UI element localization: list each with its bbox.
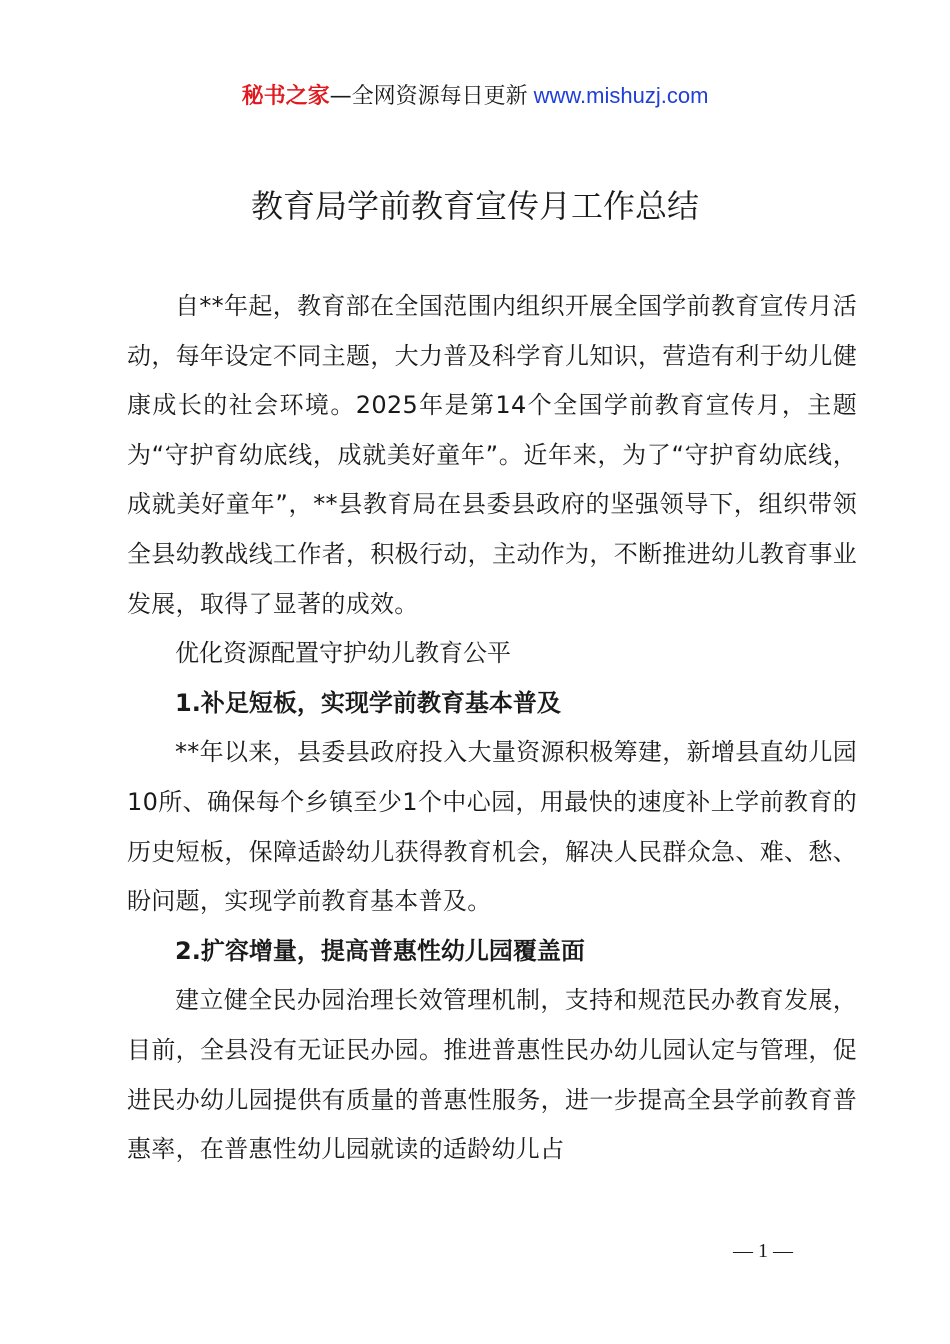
item2-paragraph: 建立健全民办园治理长效管理机制，支持和规范民办教育发展，目前，全县没有无证民办园。推进普惠性民办幼儿园认定与管理，促进民办幼儿园提供有质量的普惠性服务，进一步提高全县学前教育普惠率，在普惠性幼儿园就读的适龄幼儿占 (127, 986, 857, 1164)
page-number: — 1 — (733, 1240, 793, 1262)
document-body (127, 282, 857, 1175)
document-title: 教育局学前教育宣传月工作总结 (250, 187, 699, 225)
site-header (0, 80, 950, 113)
site-tagline: —全网资源每日更新 (329, 84, 528, 109)
item2-heading: 2.扩容增量，提高普惠性幼儿园覆盖面 (175, 936, 585, 965)
intro-paragraph: 自**年起，教育部在全国范围内组织开展全国学前教育宣传月活动，每年设定不同主题，大力普及科学育儿知识，营造有利于幼儿健康成长的社会环境。2025年是第14个全国学前教育宣传月，主题为“守护育幼底线，成就美好童年”。近年来，为了“守护育幼底线，成就美好童年”，**县教育局在县委县政府的坚强领导下，组织带领全县幼教战线工作者，积极行动，主动作为，不断推进幼儿教育事业发展，取得了显著的成效。 (127, 292, 857, 618)
section-heading: 优化资源配置守护幼儿教育公平 (175, 639, 511, 668)
item1-paragraph: **年以来，县委县政府投入大量资源积极筹建，新增县直幼儿园10所、确保每个乡镇至少1个中心园，用最快的速度补上学前教育的历史短板，保障适龄幼儿获得教育机会，解决人民群众急、难、愁、盼问题，实现学前教育基本普及。 (127, 738, 857, 916)
brand-name: 秘书之家 (241, 84, 330, 109)
item1-heading: 1.补足短板，实现学前教育基本普及 (175, 688, 561, 717)
site-url-link[interactable]: www.mishuzj.com (533, 83, 709, 108)
